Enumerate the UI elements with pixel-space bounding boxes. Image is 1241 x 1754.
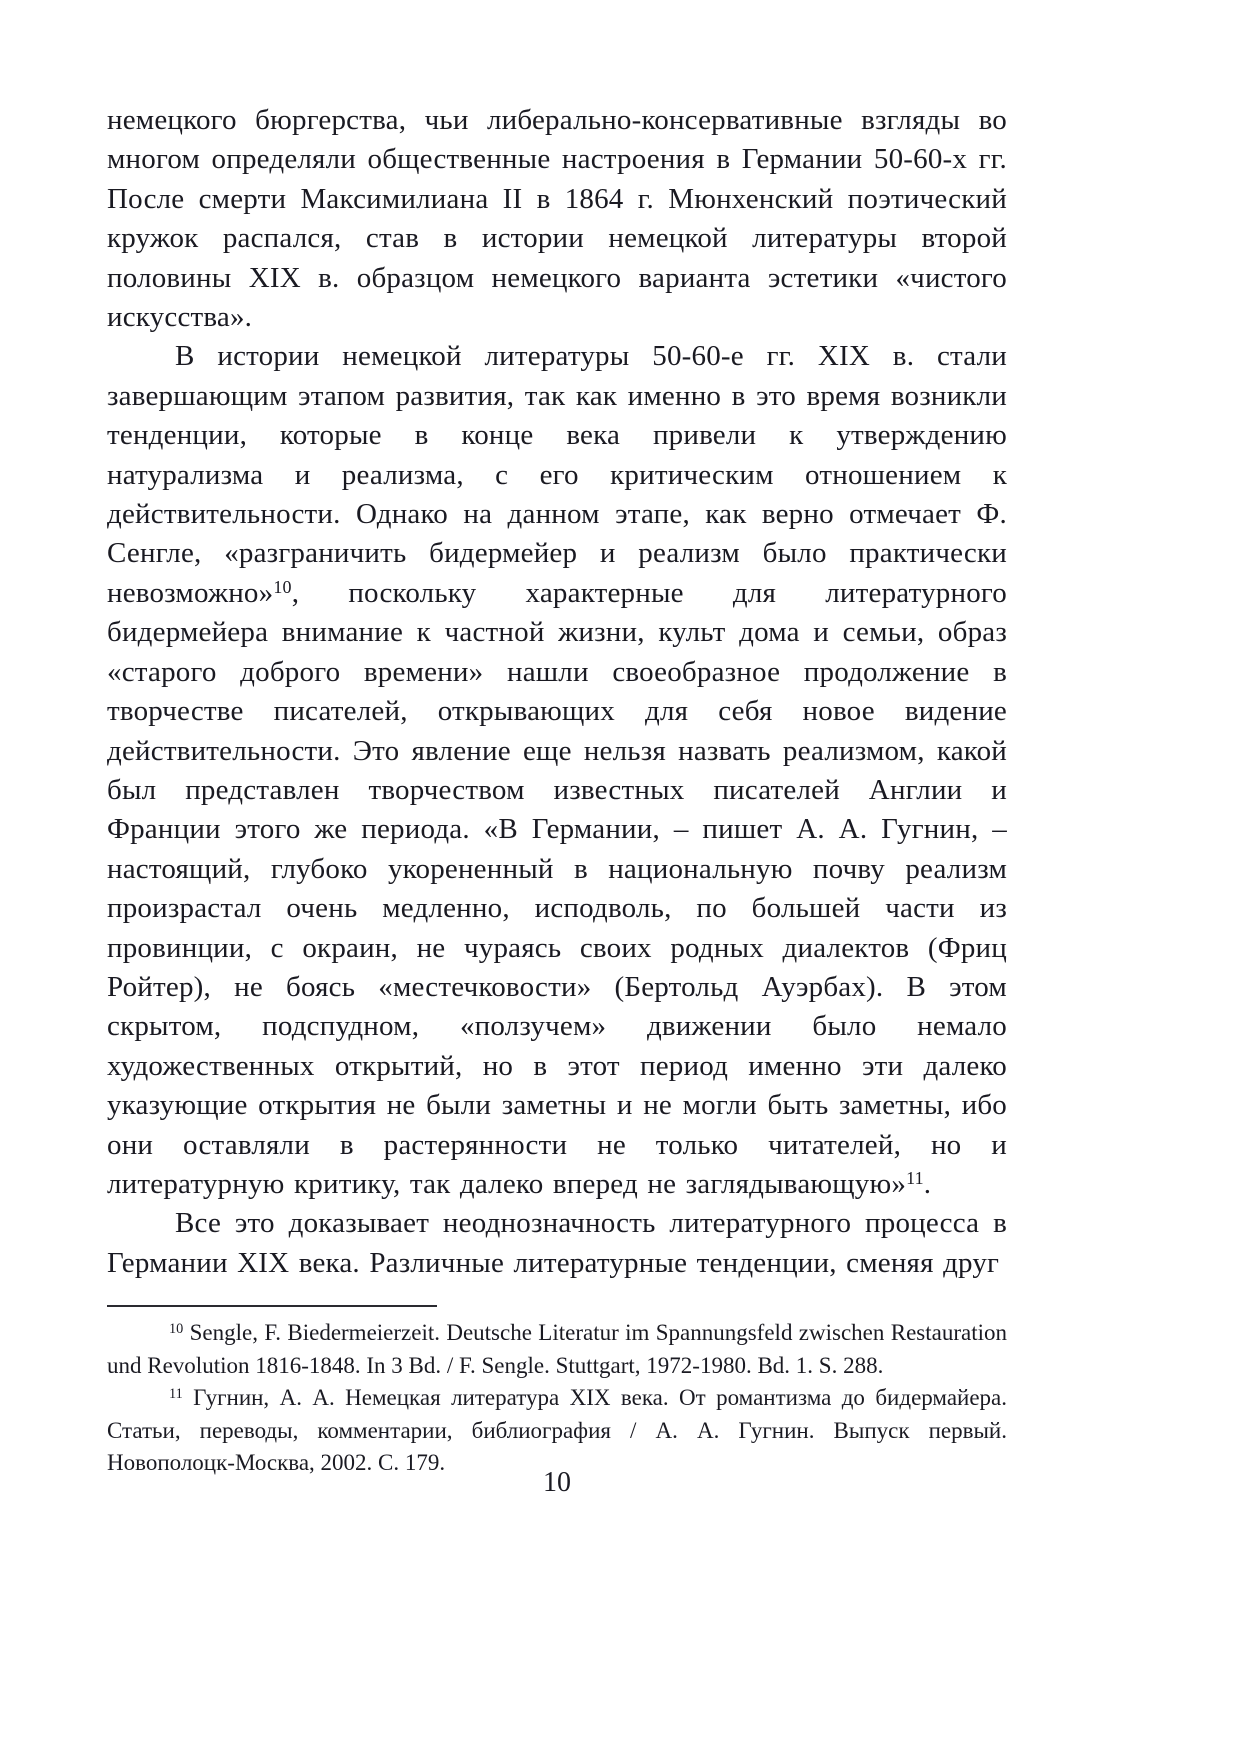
paragraph [107,337,1007,1204]
footnote-text: Sengle, F. Biedermeierzeit. Deutsche Literatur im Spannungsfeld zwischen Restauration und Revolution 1816-1848. In 3 Bd. / F. Sengle. Stuttgart, 1972-1980. Bd. 1. S. 288. [107,1320,1007,1378]
paragraph [107,1204,1007,1283]
footnote-separator [107,1305,437,1307]
paragraph-text: . [923,1167,932,1200]
paragraph-text: , поскольку характерные для литературного бидермейера внимание к частной жизни, культ дома и семьи, образ «старого доброго времени» нашли своеобразное продолжение в творчестве писателей, открывающих для себя новое видение действительности. Это явление еще нельзя назвать реализмом, какой был представлен творчеством известных писателей Англии и Франции этого же периода. «В Германии, – пишет А. А. Гугнин, – настоящий, глубоко укорененный в национальную почву реализм произрастал очень медленно, исподволь, по большей части из провинции, с окраин, не чураясь своих родных диалектов (Фриц Ройтер), не боясь «местечковости» (Бертольд Ауэрбах). В этом скрытом, подспудном, «ползучем» движении было немало художественных открытий, но в этот период именно эти далеко указующие открытия не были заметны и не могли быть заметны, ибо они оставляли в растерянности не только читателей, но и литературную критику, так далеко вперед не заглядывающую» [107,576,1007,1200]
page-number: 10 [543,1467,571,1498]
footnote-item [107,1317,1007,1382]
footnote-reference-11: 11 [906,1167,924,1188]
footnote-reference-10: 10 [273,576,292,597]
footnotes-section [107,1305,1007,1480]
paragraph-continuation [107,101,1007,337]
paragraph-text: В истории немецкой литературы 50-60-е гг. XIX в. стали завершающим этапом развития, так как именно в это время возникли тенденции, которые в конце века привели к утверждению натурализма и реализма, с его критическим отношением к действительности. Однако на данном этапе, как верно отмечает Ф. Сенгле, «разграничить бидермейер и реализм было практически невозможно» [107,340,1007,609]
footnote-marker: 11 [169,1385,183,1402]
paragraph-text: Все это доказывает неоднозначность литературного процесса в Германии XIX века. Различные литературные тенденции, сменяя друг [107,1207,1007,1279]
paragraph-text: немецкого бюргерства, чьи либерально-консервативные взгляды во многом определяли общественные настроения в Германии 50-60-х гг. После смерти Максимилиана II в 1864 г. Мюнхенский поэтический кружок распался, став в истории немецкой литературы второй половины XIX в. образцом немецкого варианта эстетики «чистого искусства». [107,104,1007,334]
footnote-item [107,1382,1007,1480]
footnote-text: Гугнин, А. А. Немецкая литература XIX века. От романтизма до бидермайера. Статьи, переводы, комментарии, библиография / А. А. Гугнин. Выпуск первый. Новополоцк-Москва, 2002. С. 179. [107,1385,1008,1475]
page-body [107,101,1007,1283]
footnote-marker: 10 [169,1320,184,1337]
